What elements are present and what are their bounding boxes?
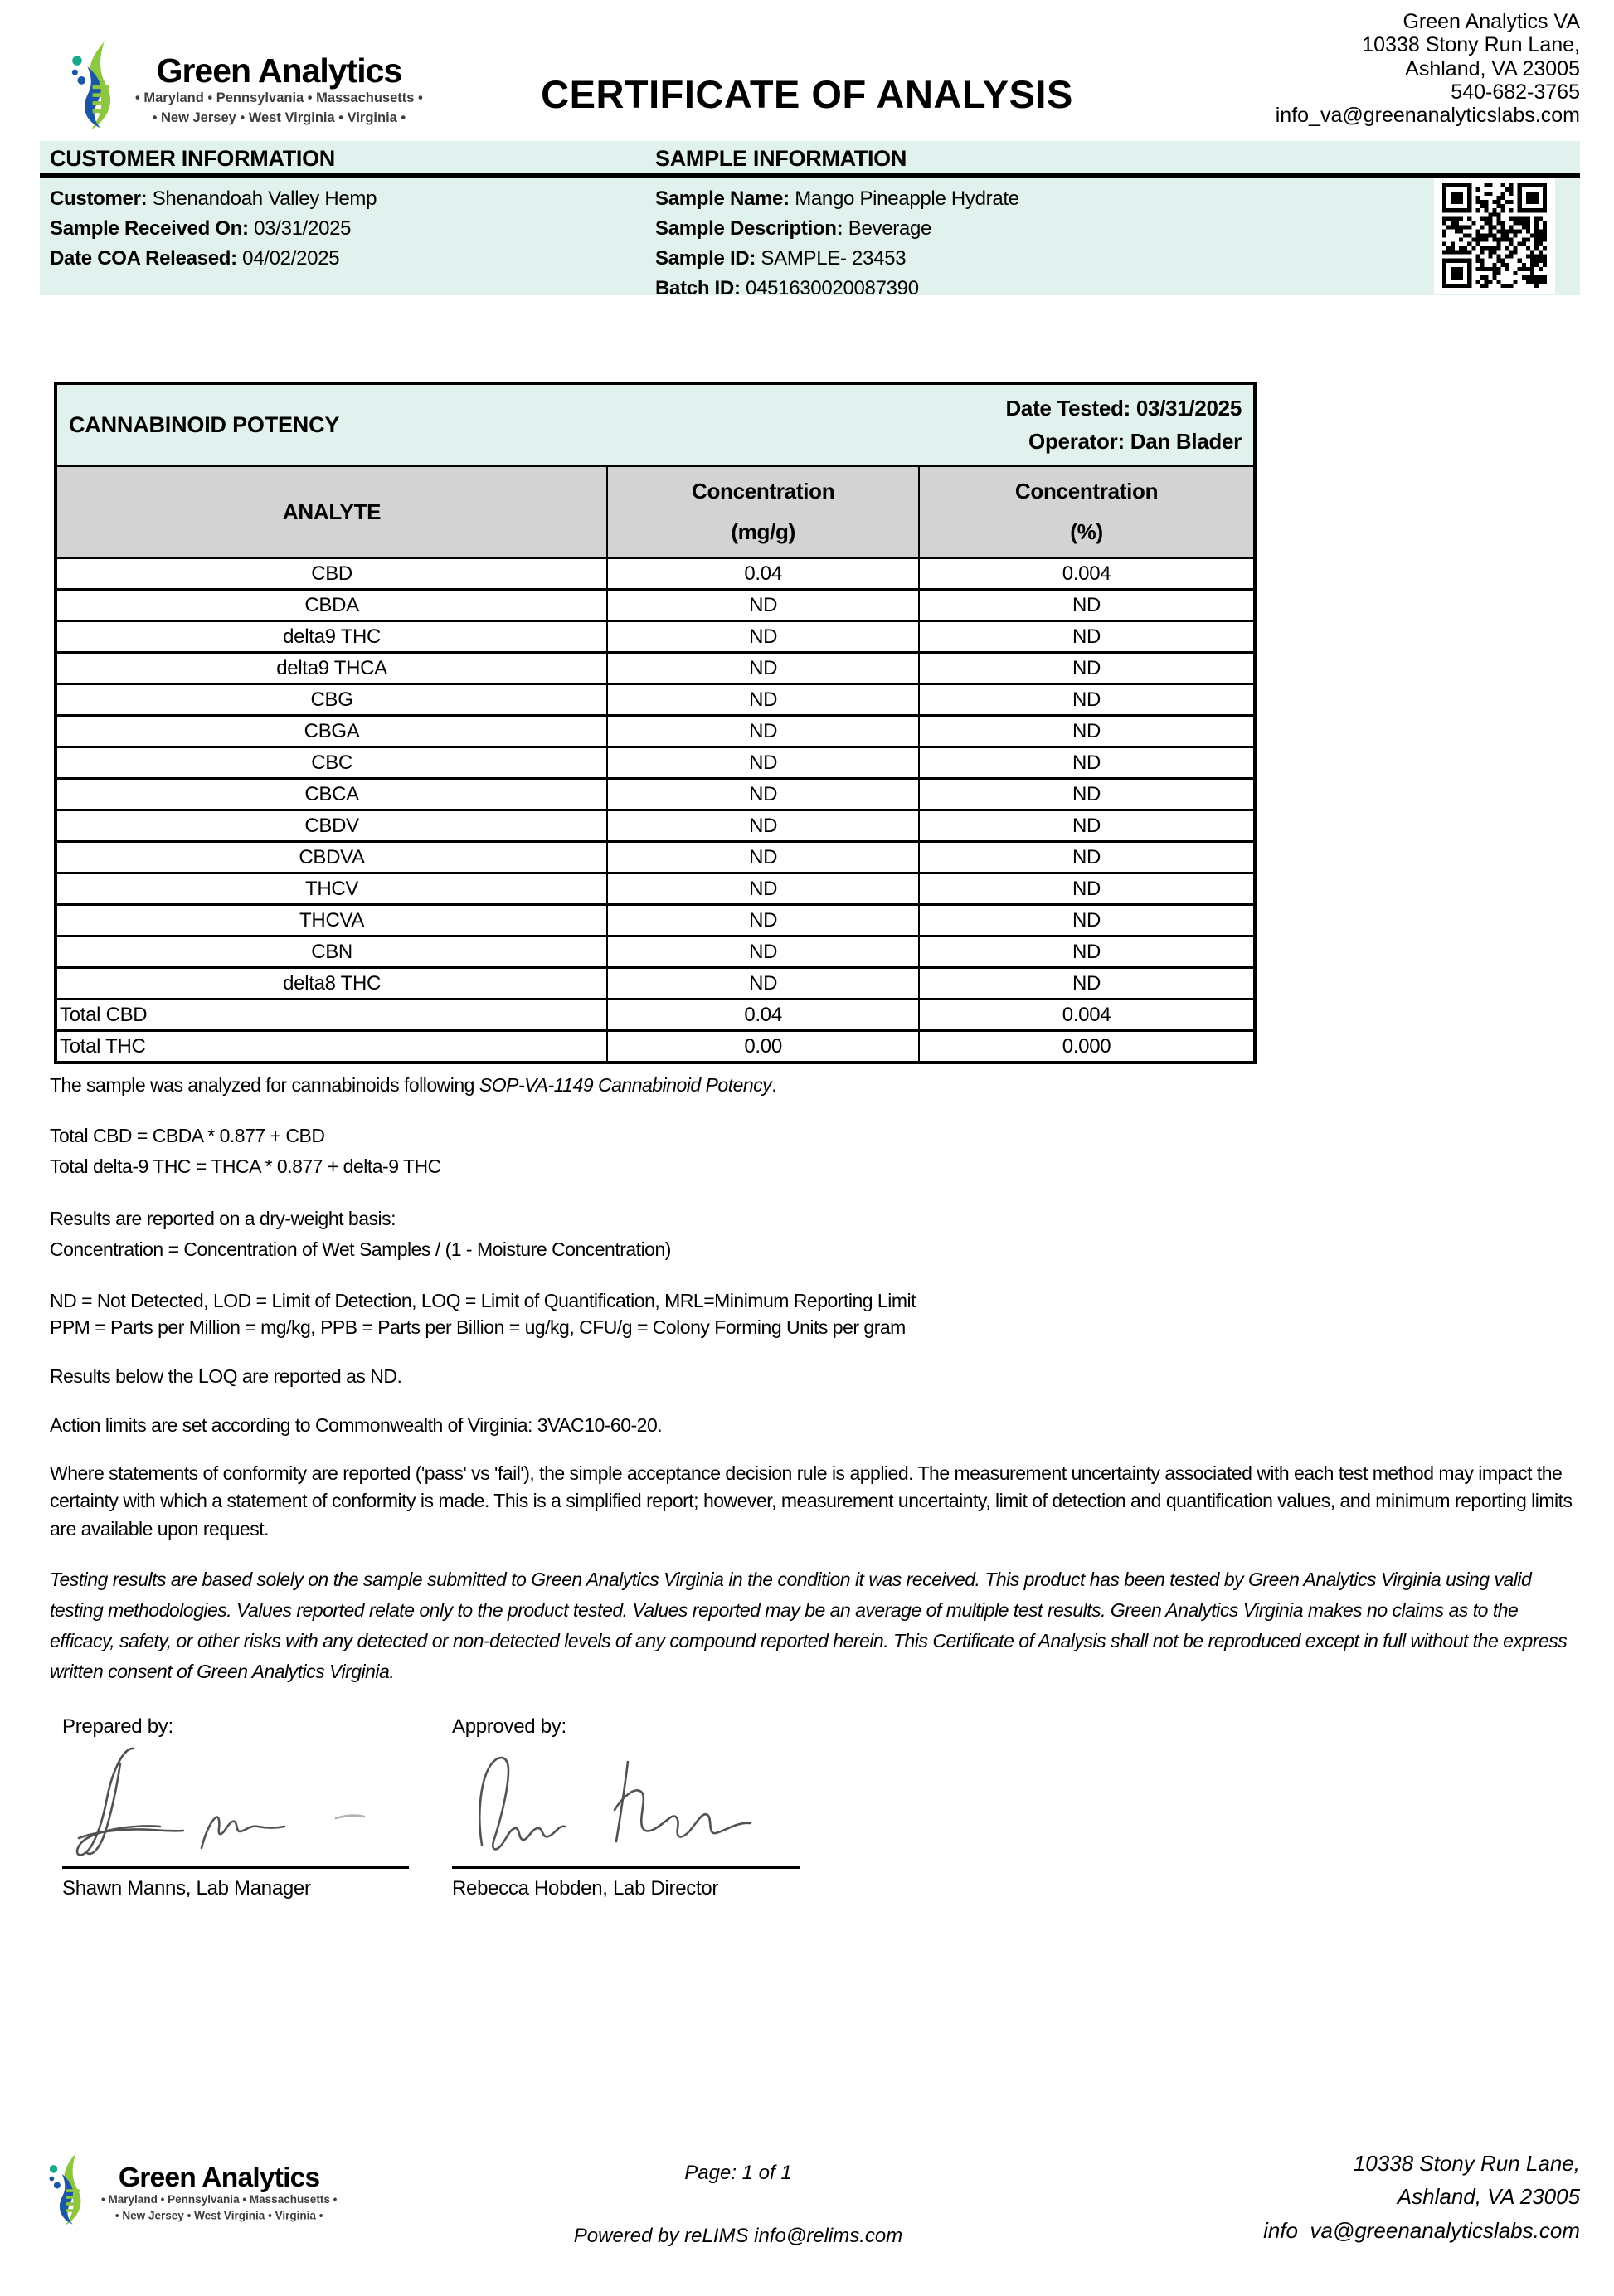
table-row (56, 936, 1255, 968)
table-row (56, 1000, 1255, 1031)
mg-g-cell: 0.00 (607, 1031, 919, 1063)
analyte-cell: Total CBD (56, 1000, 607, 1031)
mg-g-cell: ND (607, 779, 919, 810)
date-tested: Date Tested: 03/31/2025 (1005, 396, 1242, 421)
notes-section (50, 1072, 1582, 1710)
table-row (56, 968, 1255, 1000)
signature-line (62, 1866, 409, 1869)
dna-helix-icon (48, 2153, 90, 2227)
pct-cell: ND (919, 590, 1255, 621)
analyte-cell: CBD (56, 558, 607, 590)
logo-states: • Maryland • Pennsylvania • Massachusetts • • New Jersey • West Virginia • Virginia • (135, 90, 423, 125)
dry-weight-note: Results are reported on a dry-weight basis: Concentration = Concentration of Wet Samples / (1 - Moisture Concentration) (50, 1208, 671, 1261)
pct-cell: ND (919, 968, 1255, 1000)
sample-info-fields (655, 184, 1019, 304)
table-row (56, 716, 1255, 747)
pct-cell: ND (919, 684, 1255, 716)
column-header-mg-g: Concentration (mg/g) (607, 466, 919, 558)
analyte-cell: CBG (56, 684, 607, 716)
column-header-analyte: ANALYTE (56, 466, 607, 558)
sample-field: Sample ID: SAMPLE- 23453 (655, 247, 907, 270)
analyte-cell: delta9 THCA (56, 653, 607, 684)
mg-g-cell: ND (607, 653, 919, 684)
sample-field: Sample Description: Beverage (655, 217, 932, 240)
lab-email: info_va@greenanalyticslabs.com (1275, 104, 1580, 127)
approved-by-block (452, 1715, 800, 1900)
mg-g-cell: ND (607, 621, 919, 653)
approved-signature (452, 1739, 800, 1863)
page-title: CERTIFICATE OF ANALYSIS (541, 72, 1073, 116)
lab-address-line: Ashland, VA 23005 (1405, 56, 1580, 80)
mg-g-cell: ND (607, 968, 919, 1000)
operator: Operator: Dan Blader (1028, 429, 1242, 454)
signature-line (452, 1866, 800, 1869)
mg-g-cell: ND (607, 684, 919, 716)
analyte-cell: CBGA (56, 716, 607, 747)
powered-by: Powered by reLIMS info@relims.com (573, 2225, 903, 2247)
customer-field: Date COA Released: 04/02/2025 (50, 247, 340, 270)
pct-cell: ND (919, 873, 1255, 905)
disclaimer-note: Testing results are based solely on the sample submitted to Green Analytics Virginia in the condition it was received. This product has been tested by Green Analytics Virginia using valid testing methodologies. Values reported relate only to the product tested. Values reported may be an average of multiple test results. Green Analytics Virginia makes no claims as to the efficacy, safety, or other risks with any detected or non-detected levels of any compound reported herein. This Certificate of Analysis shall not be reproduced except in full without the express written consent of Green Analytics Virginia. (50, 1568, 1568, 1683)
mg-g-cell: ND (607, 810, 919, 842)
mg-g-cell: ND (607, 905, 919, 936)
mg-g-cell: 0.04 (607, 1000, 919, 1031)
analyte-cell: THCV (56, 873, 607, 905)
logo-states: • Maryland • Pennsylvania • Massachusetts • • New Jersey • West Virginia • Virginia • (100, 2193, 338, 2222)
prepared-by-label: Prepared by: (62, 1715, 173, 1738)
potency-tbody (56, 558, 1255, 1063)
table-row (56, 621, 1255, 653)
table-row (56, 905, 1255, 936)
page-number: Page: 1 of 1 (684, 2162, 792, 2184)
table-row (56, 653, 1255, 684)
logo-name: Green Analytics (118, 2161, 320, 2193)
pct-cell: 0.004 (919, 1000, 1255, 1031)
pct-cell: ND (919, 936, 1255, 968)
lab-address-line: 10338 Stony Run Lane, (1362, 33, 1580, 57)
customer-info-fields (50, 184, 377, 274)
pct-cell: ND (919, 747, 1255, 779)
analyte-cell: CBDV (56, 810, 607, 842)
table-row (56, 590, 1255, 621)
formulas-note: Total CBD = CBDA * 0.877 + CBD Total delta-9 THC = THCA * 0.877 + delta-9 THC (50, 1124, 441, 1177)
mg-g-cell: ND (607, 842, 919, 873)
info-band (40, 141, 1580, 299)
prepared-by-block (62, 1715, 411, 1900)
potency-meta (1005, 392, 1242, 458)
approved-by-label: Approved by: (452, 1715, 566, 1738)
sop-note: The sample was analyzed for cannabinoids following SOP-VA-1149 Cannabinoid Potency. (50, 1074, 777, 1096)
loq-note: Results below the LOQ are reported as ND. (50, 1364, 402, 1387)
approved-by-name: Rebecca Hobden, Lab Director (452, 1877, 719, 1900)
table-row (56, 684, 1255, 716)
prepared-signature (62, 1739, 394, 1863)
column-header-pct: Concentration (%) (919, 466, 1255, 558)
table-row (56, 558, 1255, 590)
analyte-cell: delta9 THC (56, 621, 607, 653)
table-row (56, 810, 1255, 842)
mg-g-cell: ND (607, 590, 919, 621)
customer-field: Customer: Shenandoah Valley Hemp (50, 187, 377, 210)
footer-email: info_va@greenanalyticslabs.com (1263, 2217, 1580, 2243)
pct-cell: ND (919, 905, 1255, 936)
analyte-cell: CBCA (56, 779, 607, 810)
lab-address (1276, 10, 1580, 127)
mg-g-cell: ND (607, 936, 919, 968)
mg-g-cell: ND (607, 747, 919, 779)
pct-cell: ND (919, 716, 1255, 747)
pct-cell: ND (919, 621, 1255, 653)
mg-g-cell: ND (607, 716, 919, 747)
lab-address-line: Green Analytics VA (1403, 10, 1580, 33)
table-row (56, 873, 1255, 905)
sample-info-heading: SAMPLE INFORMATION (655, 146, 907, 171)
mg-g-cell: ND (607, 873, 919, 905)
table-row (56, 779, 1255, 810)
analyte-cell: CBN (56, 936, 607, 968)
analyte-cell: Total THC (56, 1031, 607, 1063)
sample-field: Sample Name: Mango Pineapple Hydrate (655, 187, 1019, 210)
analyte-cell: CBDA (56, 590, 607, 621)
analyte-cell: THCVA (56, 905, 607, 936)
pct-cell: ND (919, 842, 1255, 873)
pct-cell: ND (919, 653, 1255, 684)
analyte-cell: CBC (56, 747, 607, 779)
potency-title: CANNABINOID POTENCY (69, 411, 340, 437)
footer-address (1263, 2147, 1580, 2247)
abbreviations-note: ND = Not Detected, LOD = Limit of Detection, LOQ = Limit of Quantification, MRL=Minimum Reporting Limit PPM = Parts per Million = mg/kg, PPB = Parts per Billion = ug/kg, CFU/g = Colony Forming Units per gram (50, 1289, 916, 1339)
info-divider (40, 173, 1580, 178)
table-row (56, 1031, 1255, 1063)
pct-cell: ND (919, 810, 1255, 842)
lab-phone: 540-682-3765 (1451, 80, 1580, 104)
pct-cell: 0.000 (919, 1031, 1255, 1063)
analyte-cell: CBDVA (56, 842, 607, 873)
table-row (56, 747, 1255, 779)
logo-name: Green Analytics (156, 51, 402, 90)
table-row (56, 842, 1255, 873)
customer-info-heading: CUSTOMER INFORMATION (50, 146, 335, 171)
mg-g-cell: 0.04 (607, 558, 919, 590)
analyte-cell: delta8 THC (56, 968, 607, 1000)
footer-address-line: 10338 Stony Run Lane, (1353, 2151, 1580, 2176)
conformity-note: Where statements of conformity are reported ('pass' vs 'fail'), the simple acceptance decision rule is applied. The measurement uncertainty associated with each test method may impact the certainty with which a statement of conformity is made. This is a simplified report; however, measurement uncertainty, limit of detection and quantification values, and minimum reporting limits are available upon request. (50, 1462, 1573, 1540)
footer-address-line: Ashland, VA 23005 (1397, 2184, 1580, 2210)
action-limits-note: Action limits are set according to Commonwealth of Virginia: 3VAC10-60-20. (50, 1413, 663, 1436)
customer-field: Sample Received On: 03/31/2025 (50, 217, 352, 240)
pct-cell: ND (919, 779, 1255, 810)
qr-code (1434, 178, 1555, 294)
sample-field: Batch ID: 0451630020087390 (655, 277, 919, 299)
prepared-by-name: Shawn Manns, Lab Manager (62, 1877, 311, 1900)
cannabinoid-potency-table (54, 382, 1257, 1064)
pct-cell: 0.004 (919, 558, 1255, 590)
